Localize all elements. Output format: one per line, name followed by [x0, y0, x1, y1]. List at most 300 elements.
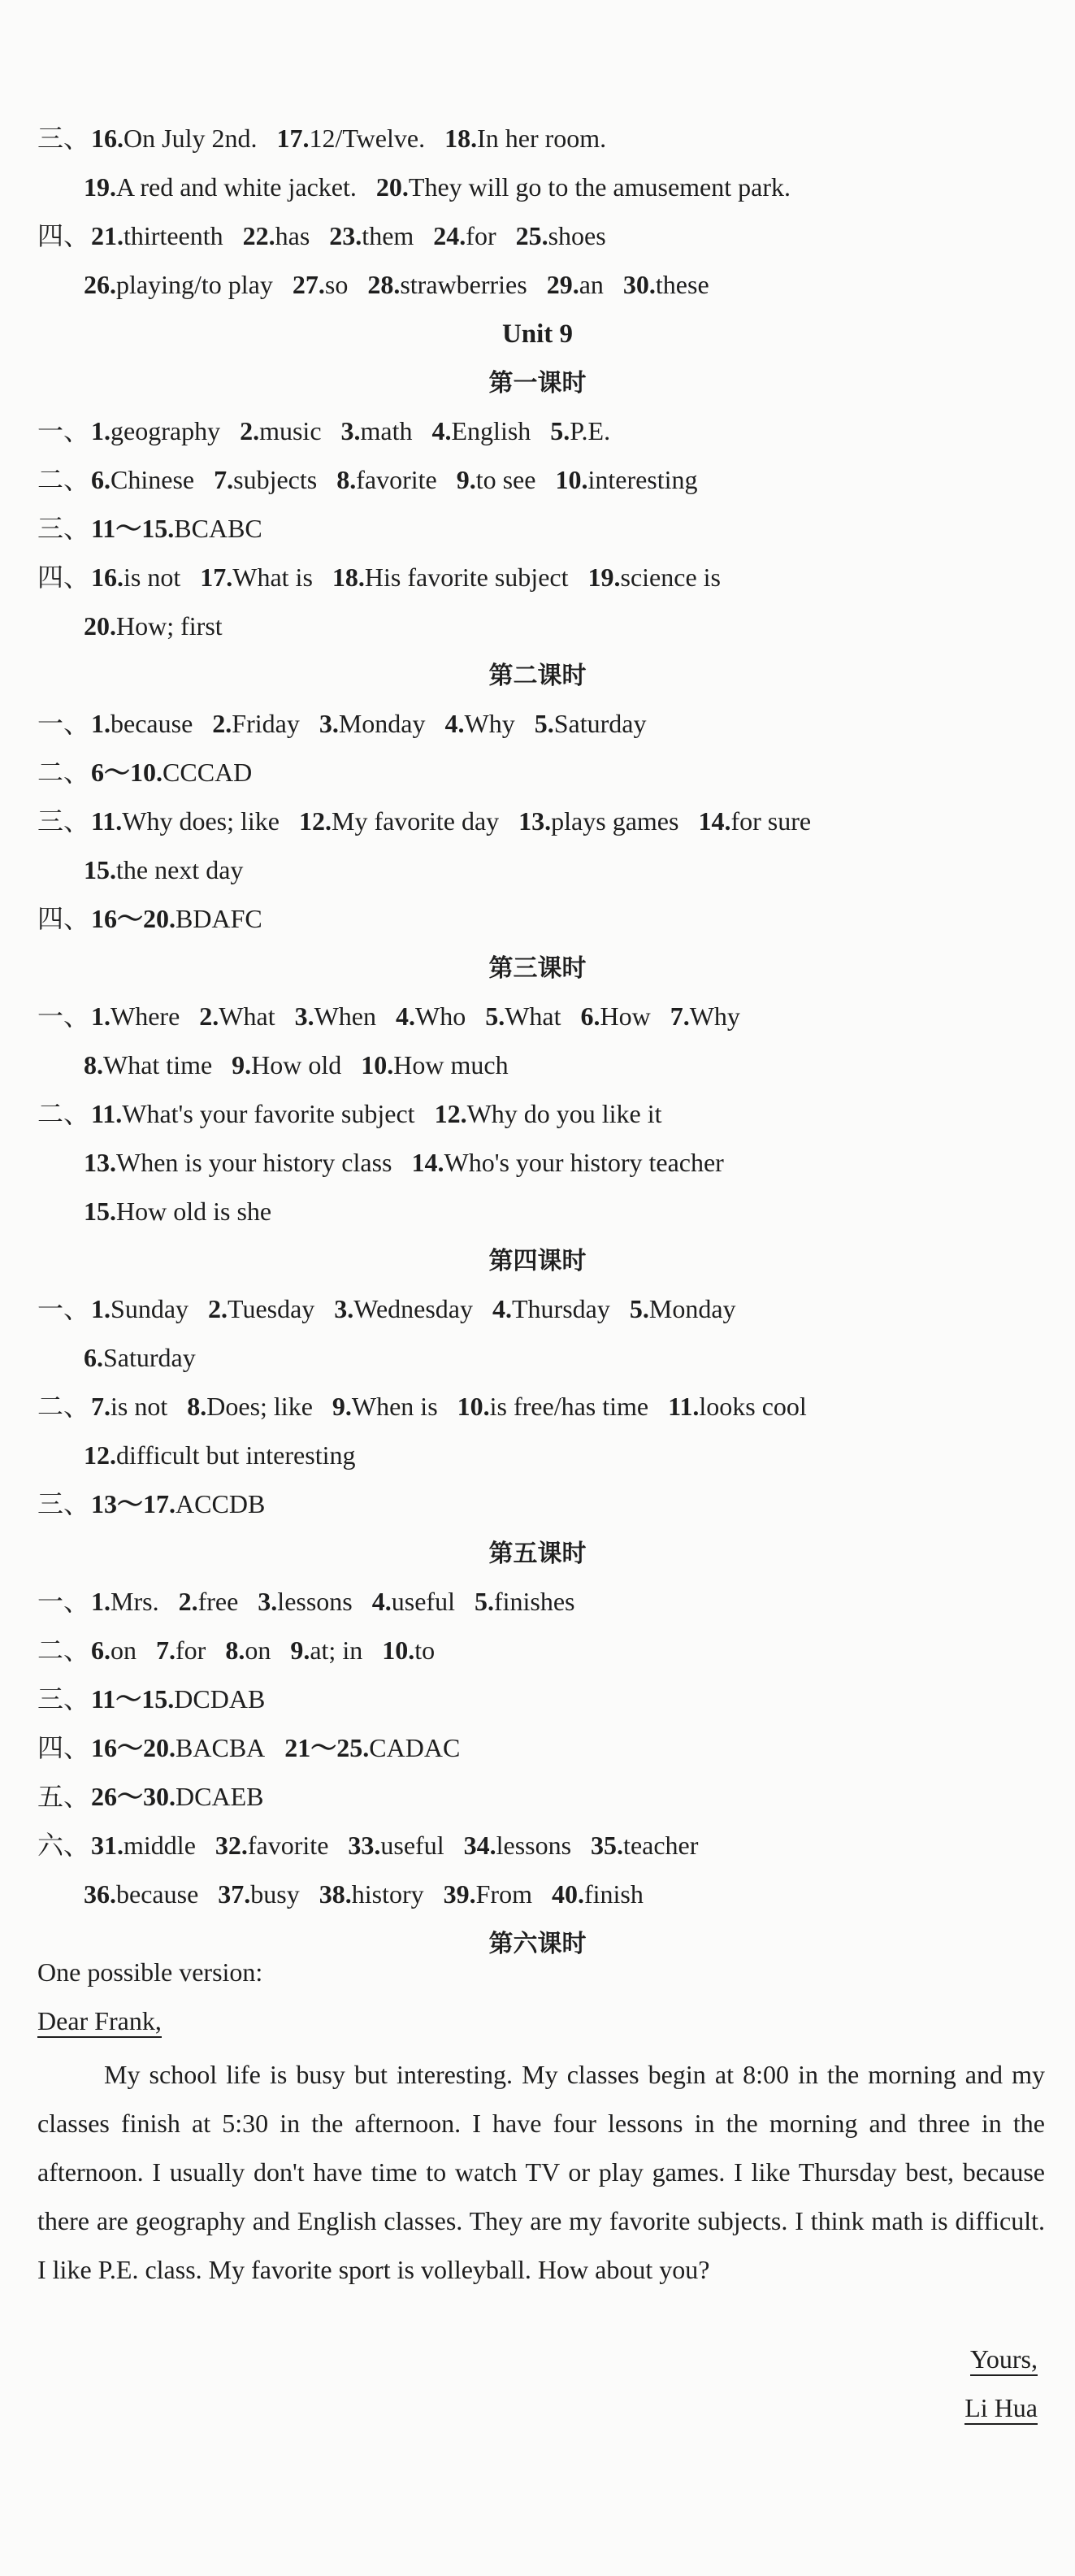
answer-text: What: [505, 1001, 561, 1031]
answer-item: [319, 1879, 424, 1909]
answer-text: thirteenth: [124, 221, 223, 250]
answer-text: P.E.: [570, 416, 611, 445]
answer-text: busy: [250, 1879, 300, 1909]
answer-text: interesting: [587, 465, 698, 494]
answer-item: [84, 1197, 271, 1226]
answer-item: [444, 1879, 532, 1909]
answer-item: [670, 1001, 740, 1031]
heading-text: 第五课时: [488, 1540, 587, 1568]
answer-line: [0, 1488, 1075, 1520]
answer-item: [435, 1099, 662, 1128]
answer-text: Monday: [648, 1294, 736, 1323]
answer-text: What is: [232, 563, 313, 592]
answer-item: [218, 1879, 299, 1909]
answer-item: [84, 1343, 196, 1372]
question-number: 1.: [91, 1587, 111, 1616]
answer-line: [0, 1634, 1075, 1666]
answer-text: English: [451, 416, 531, 445]
answer-text: them: [362, 221, 414, 250]
answer-line: [0, 756, 1075, 788]
answer-line: [0, 1097, 1075, 1130]
question-number: 2.: [212, 709, 232, 738]
answer-text: lessons: [496, 1831, 572, 1860]
answer-text: What time: [103, 1050, 213, 1079]
question-number: 27.: [292, 270, 325, 299]
answer-text: BACBA: [176, 1733, 266, 1762]
answer-text: useful: [380, 1831, 444, 1860]
question-number: 36.: [84, 1879, 116, 1909]
answer-item: [258, 1587, 352, 1616]
answer-item: [284, 1733, 460, 1762]
question-number: 1.: [91, 1001, 111, 1031]
answer-item: [91, 1587, 159, 1616]
question-number: 15.: [84, 855, 116, 884]
question-number: 6.: [580, 1001, 600, 1031]
essay-closing: [0, 2343, 1075, 2375]
question-number: 26～30.: [91, 1782, 176, 1811]
answer-text: His favorite subject: [364, 563, 569, 592]
answer-line: [0, 1292, 1075, 1325]
question-number: 28.: [367, 270, 401, 299]
answer-item: [432, 416, 531, 445]
question-number: 37.: [218, 1879, 251, 1909]
question-number: 35.: [591, 1831, 624, 1860]
answer-line: [0, 1829, 1075, 1861]
answer-item: [293, 270, 348, 299]
answer-item: [433, 221, 496, 250]
answer-item: [444, 124, 606, 153]
section-heading: [0, 1536, 1075, 1569]
answer-item: [547, 270, 604, 299]
answer-text: on: [111, 1636, 137, 1665]
answer-item: [580, 1001, 650, 1031]
section-number: 一、: [37, 416, 90, 445]
answer-text: shoes: [548, 221, 606, 250]
answer-text: for: [466, 221, 496, 250]
answer-item: [698, 806, 811, 836]
question-number: 3.: [294, 1001, 314, 1031]
greeting-text: Dear Frank,: [37, 2006, 162, 2038]
answer-item: [91, 1001, 180, 1031]
answer-text: When: [314, 1001, 376, 1031]
answer-item: [550, 416, 610, 445]
answer-item: [361, 1050, 508, 1079]
answer-line: [0, 1000, 1075, 1032]
answer-text: on: [245, 1636, 271, 1665]
answer-text: They will go to the amusement park.: [408, 172, 791, 202]
answer-item: [214, 465, 317, 494]
answer-item: [367, 270, 527, 299]
question-number: 4.: [444, 709, 465, 738]
answer-text: Why: [689, 1001, 740, 1031]
answer-line: [0, 415, 1075, 447]
answer-text: Why do you like it: [466, 1099, 662, 1128]
answer-text: How old: [251, 1050, 342, 1079]
answer-text: because: [116, 1879, 199, 1909]
answer-text: How much: [393, 1050, 509, 1079]
answer-text: playing/to play: [116, 270, 273, 299]
answer-item: [444, 709, 514, 738]
answer-text: teacher: [623, 1831, 699, 1860]
answer-text: for sure: [730, 806, 812, 836]
answer-text: On July 2nd.: [124, 124, 258, 153]
answer-text: Who: [414, 1001, 466, 1031]
answer-item: [516, 221, 606, 250]
section-number: 一、: [37, 709, 90, 738]
answer-item: [341, 416, 413, 445]
question-number: 8.: [225, 1636, 245, 1665]
question-number: 11～15.: [91, 1684, 175, 1714]
answer-text: Sunday: [111, 1294, 189, 1323]
signature-text: Li Hua: [964, 2393, 1038, 2425]
answer-text: history: [351, 1879, 424, 1909]
answer-text: ACCDB: [176, 1489, 266, 1518]
question-number: 39.: [443, 1879, 476, 1909]
answer-text: math: [360, 416, 413, 445]
answer-item: [555, 465, 697, 494]
question-number: 12.: [434, 1099, 467, 1128]
heading-text: 第四课时: [488, 1247, 587, 1275]
answer-item: [485, 1001, 561, 1031]
answer-text: CCCAD: [163, 758, 253, 787]
question-number: 11～15.: [91, 514, 175, 543]
answer-item: [475, 1587, 575, 1616]
question-number: 8.: [336, 465, 357, 494]
answer-item: [91, 1099, 415, 1128]
answer-text: Why: [464, 709, 515, 738]
answer-item: [535, 709, 647, 738]
question-number: 32.: [215, 1831, 248, 1860]
section-number: 二、: [37, 1099, 90, 1128]
answer-text: lessons: [277, 1587, 353, 1616]
question-number: 4.: [431, 416, 452, 445]
answer-text: finish: [583, 1879, 644, 1909]
question-number: 2.: [208, 1294, 228, 1323]
answer-item: [225, 1636, 271, 1665]
section-heading: [0, 658, 1075, 691]
answer-text: Wednesday: [353, 1294, 473, 1323]
question-number: 2.: [178, 1587, 198, 1616]
answer-text: difficult but interesting: [116, 1440, 356, 1470]
question-number: 3.: [340, 416, 361, 445]
answer-item: [329, 221, 414, 250]
answer-item: [623, 270, 709, 299]
answer-line: [0, 1195, 1075, 1227]
question-number: 7.: [91, 1392, 111, 1421]
heading-text: 第一课时: [488, 369, 587, 397]
question-number: 6～10.: [91, 758, 163, 787]
answer-line: [0, 854, 1075, 886]
question-number: 3.: [258, 1587, 278, 1616]
answer-text: Why does; like: [122, 806, 280, 836]
answer-item: [591, 1831, 698, 1860]
answer-line: [0, 1439, 1075, 1471]
answer-item: [299, 806, 499, 836]
question-number: 17.: [276, 124, 310, 153]
answer-text: plays games: [551, 806, 679, 836]
section-heading: [0, 317, 1075, 350]
section-number: 二、: [37, 758, 90, 787]
answer-text: BCABC: [174, 514, 262, 543]
answer-line: [0, 171, 1075, 203]
heading-text: 第六课时: [488, 1930, 587, 1958]
section-heading: [0, 951, 1075, 984]
question-number: 9.: [332, 1392, 352, 1421]
question-number: 18.: [444, 124, 478, 153]
question-number: 11.: [91, 1099, 123, 1128]
answer-line: [0, 268, 1075, 301]
answer-text: DCDAB: [174, 1684, 266, 1714]
answer-item: [91, 806, 280, 836]
question-number: 23.: [329, 221, 362, 250]
question-number: 30.: [622, 270, 656, 299]
answer-text: Saturday: [553, 709, 647, 738]
answer-item: [492, 1294, 610, 1323]
answer-text: finishes: [493, 1587, 575, 1616]
answer-text: How: [600, 1001, 651, 1031]
section-number: 二、: [37, 1636, 90, 1665]
answer-text: geography: [111, 416, 221, 445]
question-number: 2.: [240, 416, 260, 445]
answer-text: middle: [124, 1831, 196, 1860]
answer-text: favorite: [247, 1831, 329, 1860]
answer-text: to: [414, 1636, 436, 1665]
answer-item: [91, 465, 194, 494]
answer-item: [199, 1001, 275, 1031]
answer-item: [319, 709, 426, 738]
heading-text: Unit 9: [501, 319, 574, 349]
question-number: 11.: [668, 1392, 700, 1421]
question-number: 14.: [698, 806, 731, 836]
question-number: 5.: [629, 1294, 649, 1323]
question-number: 19.: [84, 172, 116, 202]
section-number: 四、: [37, 1733, 90, 1762]
answer-line: [0, 1146, 1075, 1179]
answer-item: [91, 124, 257, 153]
answer-line: [0, 1390, 1075, 1423]
section-number: 二、: [37, 465, 90, 494]
answer-line: [0, 122, 1075, 154]
answer-text: What: [219, 1001, 275, 1031]
answer-item: [91, 514, 262, 543]
answer-item: [332, 1392, 438, 1421]
answer-text: Who's your history teacher: [444, 1148, 724, 1177]
answer-text: has: [275, 221, 310, 250]
answer-item: [372, 1587, 455, 1616]
answer-text: Tuesday: [228, 1294, 315, 1323]
answer-item: [91, 1392, 167, 1421]
answer-text: In her room.: [477, 124, 607, 153]
answer-line: [0, 1585, 1075, 1618]
answer-item: [84, 270, 273, 299]
answer-item: [91, 904, 262, 933]
answer-text: the next day: [116, 855, 244, 884]
answer-text: 12/Twelve.: [309, 124, 426, 153]
question-number: 10.: [555, 465, 588, 494]
answer-item: [587, 563, 721, 592]
answer-text: How old is she: [116, 1197, 272, 1226]
question-number: 11.: [91, 806, 123, 836]
section-number: 六、: [37, 1831, 90, 1860]
answer-text: When is: [351, 1392, 438, 1421]
question-number: 17.: [200, 563, 233, 592]
answer-text: is not: [111, 1392, 168, 1421]
question-number: 16～20.: [91, 1733, 176, 1762]
answer-item: [84, 1148, 392, 1177]
question-number: 21.: [91, 221, 124, 250]
answer-item: [396, 1001, 466, 1031]
answer-text: CADAC: [369, 1733, 461, 1762]
question-number: 1.: [91, 416, 111, 445]
answer-line: [0, 561, 1075, 593]
question-number: 40.: [551, 1879, 584, 1909]
answer-text: to see: [475, 465, 536, 494]
answer-text: is not: [124, 563, 181, 592]
answer-item: [91, 221, 223, 250]
section-heading: [0, 366, 1075, 398]
question-number: 9.: [232, 1050, 252, 1079]
question-number: 21～25.: [284, 1733, 370, 1762]
answer-line: [0, 463, 1075, 496]
question-number: 14.: [411, 1148, 444, 1177]
answer-line: [0, 1780, 1075, 1813]
answer-item: [232, 1050, 341, 1079]
question-number: 9.: [290, 1636, 310, 1665]
section-number: 三、: [37, 1684, 90, 1714]
answer-text: When is your history class: [116, 1148, 392, 1177]
essay-greeting: [0, 2005, 1075, 2037]
answer-item: [295, 1001, 376, 1031]
section-number: 三、: [37, 514, 90, 543]
answer-text: Monday: [338, 709, 426, 738]
answer-item: [518, 806, 678, 836]
section-heading: [0, 1927, 1075, 1959]
question-number: 7.: [214, 465, 234, 494]
question-number: 3.: [334, 1294, 354, 1323]
answer-item: [412, 1148, 724, 1177]
answer-text: at; in: [310, 1636, 363, 1665]
answer-text: Friday: [232, 709, 300, 738]
section-number: 四、: [37, 221, 90, 250]
question-number: 24.: [433, 221, 466, 250]
answer-line: [0, 610, 1075, 642]
answer-text: an: [579, 270, 604, 299]
answer-item: [84, 172, 357, 202]
answer-item: [382, 1636, 435, 1665]
question-number: 7.: [670, 1001, 690, 1031]
answer-item: [290, 1636, 362, 1665]
answer-text: for: [176, 1636, 206, 1665]
section-number: 一、: [37, 1294, 90, 1323]
question-number: 5.: [534, 709, 554, 738]
section-number: 一、: [37, 1587, 90, 1616]
question-number: 3.: [319, 709, 339, 738]
answer-text: Does; like: [206, 1392, 313, 1421]
question-number: 8.: [187, 1392, 207, 1421]
question-number: 10.: [382, 1636, 415, 1665]
answer-item: [91, 709, 193, 738]
answer-text: BDAFC: [176, 904, 262, 933]
answer-item: [464, 1831, 571, 1860]
answer-item: [91, 1831, 196, 1860]
essay-signature: [0, 2391, 1075, 2424]
answer-line: [0, 1049, 1075, 1081]
question-number: 6.: [84, 1343, 103, 1372]
answer-item: [276, 124, 425, 153]
answer-item: [457, 1392, 648, 1421]
question-number: 8.: [84, 1050, 103, 1079]
answer-item: [91, 1782, 263, 1811]
answer-item: [84, 855, 243, 884]
answer-item: [91, 1636, 137, 1665]
question-number: 1.: [91, 1294, 111, 1323]
section-number: 三、: [37, 806, 90, 836]
essay-body: My school life is busy but interesting. My classes begin at 8:00 in the morning and my classes finish at 5:30 in the afternoon. I have four lessons in the morning and three in the afternoon. I usually don't have time to watch TV or play games. I like Thursday best, because there are geography and English classes. They are my favorite subjects. I think math is difficult. I like P.E. class. My favorite sport is volleyball. How about you?: [37, 2060, 1045, 2284]
answer-text: Saturday: [103, 1343, 196, 1372]
answer-text: A red and white jacket.: [116, 172, 357, 202]
answer-item: [552, 1879, 644, 1909]
answer-item: [91, 1733, 265, 1762]
question-number: 15.: [84, 1197, 116, 1226]
answer-item: [208, 1294, 314, 1323]
answer-text: From: [475, 1879, 532, 1909]
answer-text: Where: [111, 1001, 180, 1031]
question-number: 2.: [199, 1001, 219, 1031]
question-number: 5.: [550, 416, 570, 445]
question-number: 6.: [91, 465, 111, 494]
question-number: 12.: [298, 806, 332, 836]
question-number: 18.: [332, 563, 365, 592]
answer-item: [334, 1294, 473, 1323]
answer-item: [215, 1831, 329, 1860]
answer-text: My favorite day: [331, 806, 500, 836]
question-number: 5.: [485, 1001, 505, 1031]
answer-item: [91, 1684, 265, 1714]
answer-item: [348, 1831, 444, 1860]
essay-intro: One possible version:: [37, 1957, 263, 1987]
answer-text: looks cool: [699, 1392, 807, 1421]
answer-line: [0, 219, 1075, 252]
answer-item: [336, 465, 437, 494]
answer-item: [200, 563, 313, 592]
answer-item: [91, 1489, 265, 1518]
question-number: 31.: [91, 1831, 124, 1860]
answer-line: [0, 1731, 1075, 1764]
answer-line: [0, 512, 1075, 545]
section-number: 四、: [37, 904, 90, 933]
answer-item: [84, 1050, 212, 1079]
question-number: 29.: [546, 270, 579, 299]
question-number: 16.: [91, 563, 124, 592]
answer-item: [668, 1392, 807, 1421]
heading-text: 第三课时: [488, 954, 587, 983]
question-number: 20.: [375, 172, 409, 202]
heading-text: 第二课时: [488, 662, 587, 690]
section-number: 三、: [37, 1489, 90, 1518]
answer-text: free: [197, 1587, 239, 1616]
answer-item: [84, 1440, 355, 1470]
question-number: 38.: [319, 1879, 352, 1909]
answer-line: [0, 1683, 1075, 1715]
closing-text: Yours,: [970, 2344, 1038, 2376]
answer-item: [91, 758, 252, 787]
answer-item: [332, 563, 569, 592]
answer-text: these: [655, 270, 709, 299]
question-number: 10.: [361, 1050, 394, 1079]
question-number: 16～20.: [91, 904, 176, 933]
answer-text: What's your favorite subject: [122, 1099, 415, 1128]
question-number: 34.: [463, 1831, 496, 1860]
